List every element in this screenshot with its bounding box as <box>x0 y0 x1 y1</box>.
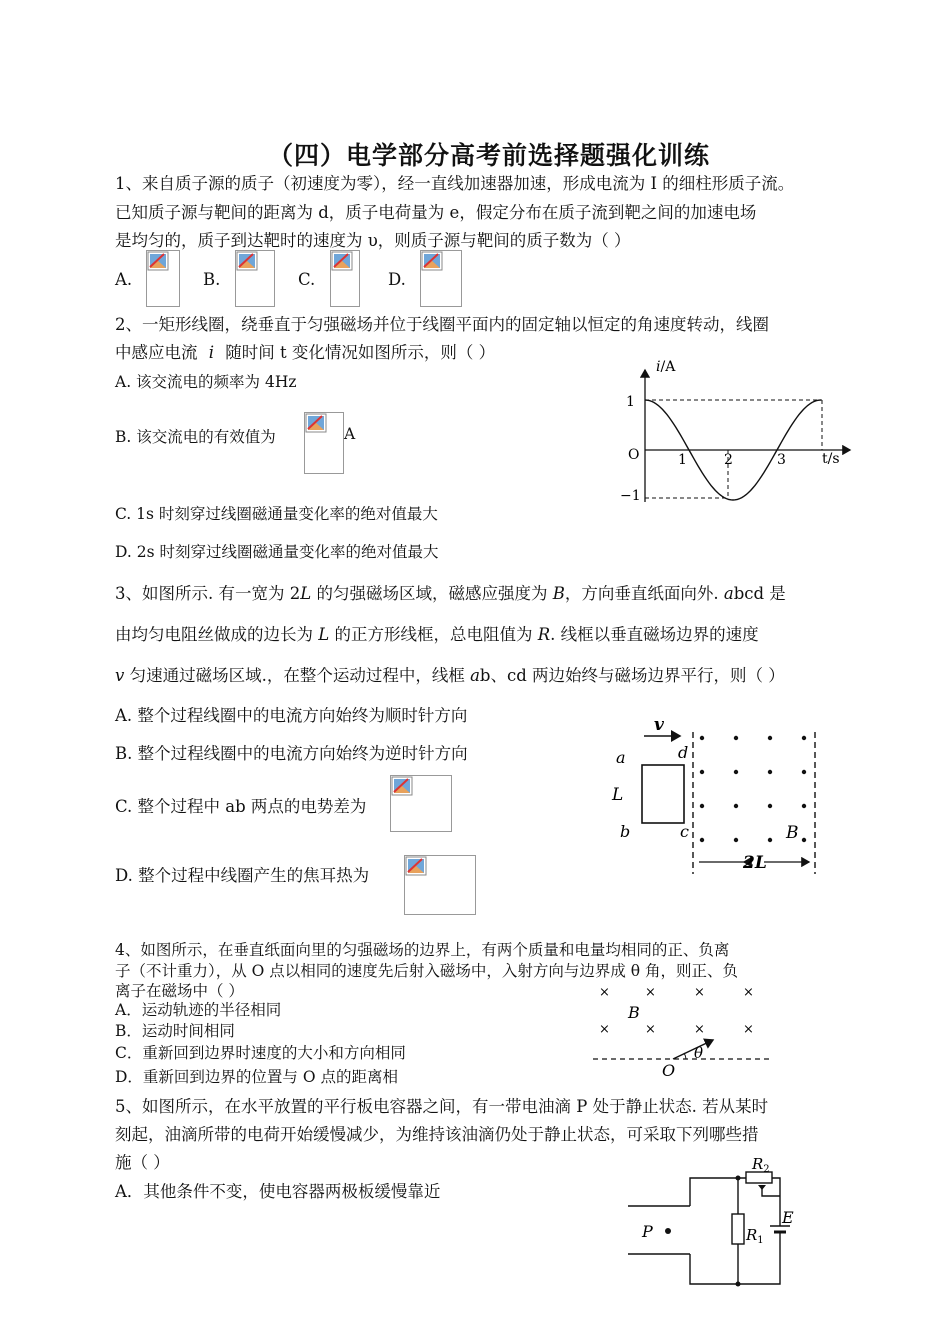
image-placeholder-icon <box>421 251 443 271</box>
resistor-R1 <box>732 1214 744 1244</box>
field-dot <box>802 770 806 774</box>
slider-arrow <box>758 1185 766 1190</box>
image-placeholder-icon <box>331 251 353 271</box>
field-dot <box>700 770 704 774</box>
q4-option-c: C．重新回到边界时速度的大小和方向相同 <box>115 1044 406 1062</box>
image-placeholder-icon <box>236 251 258 271</box>
q4-line-3: 离子在磁场中（ ） <box>115 982 244 1000</box>
q2-option-b-formula-image <box>304 412 344 474</box>
q1-option-d-label: D. <box>388 270 406 289</box>
angle-arc <box>684 1053 686 1059</box>
corner-d-label: d <box>678 743 689 762</box>
x-tick-3: 3 <box>777 452 786 468</box>
q1-option-b-label: B. <box>203 270 221 289</box>
x-tick-1: 1 <box>678 452 687 468</box>
corner-c-label: c <box>680 822 689 841</box>
loop-magnetic-field-figure <box>604 710 834 880</box>
field-dot <box>700 838 704 842</box>
capacitor-circuit-figure <box>628 1152 808 1292</box>
junction-top <box>736 1176 741 1181</box>
q3-line-2 <box>115 621 759 645</box>
velocity-arrow <box>673 1040 713 1059</box>
q3-l1-p2: 的匀强磁场区域，磁感应强度为 <box>311 584 553 603</box>
emf-label: E <box>782 1208 794 1227</box>
q3-l1-p5: a <box>723 584 734 603</box>
q3-line-1 <box>115 580 786 604</box>
q1-option-a-label: A. <box>115 270 133 289</box>
q5-line-3: 施（ ） <box>115 1153 170 1172</box>
q4-option-b: B．运动时间相同 <box>115 1022 235 1040</box>
q2-line-2-end: 随时间 t 变化情况如图所示，则（ ） <box>225 343 496 362</box>
field-dot <box>768 838 772 842</box>
q2-line-2 <box>115 339 495 363</box>
q3-option-c: C. 整个过程中 ab 两点的电势差为 <box>115 797 367 816</box>
q2-line-1: 2、一矩形线圈，绕垂直于匀强磁场并位于线圈平面内的固定轴以恒定的角速度转动，线圈 <box>115 315 769 334</box>
q3-l2-p3: R <box>537 625 551 644</box>
cross-mark: × <box>743 1022 754 1037</box>
current-symbol: i <box>208 343 215 362</box>
page-title: （四）电学部分高考前选择题强化训练 <box>268 141 711 170</box>
q1-option-c-label: C. <box>298 270 316 289</box>
theta-label: θ <box>694 1044 704 1062</box>
q2-option-a: A. 该交流电的频率为 4Hz <box>115 373 297 391</box>
q3-option-a: A. 整个过程线圈中的电流方向始终为顺时针方向 <box>115 706 468 725</box>
q1-line-2: 已知质子源与靶间的距离为 d，质子电荷量为 e，假定分布在质子流到靶之间的加速电场 <box>115 203 757 222</box>
q1-option-a-formula-image <box>146 250 180 307</box>
q3-l2-p0: 由均匀电阻丝做成的边长为 <box>115 625 319 644</box>
velocity-label: v <box>654 715 664 735</box>
image-placeholder-icon <box>305 413 327 433</box>
oil-drop-label: P <box>642 1222 653 1241</box>
q1-line-3: 是均匀的，质子到达靶时的速度为 υ，则质子源与靶间的质子数为（ ） <box>115 231 631 250</box>
cross-mark: × <box>645 1022 656 1037</box>
q3-option-d: D. 整个过程中线圈产生的焦耳热为 <box>115 866 370 885</box>
q3-l1-p1: L <box>300 584 312 603</box>
ion-magnetic-field-figure <box>588 980 778 1080</box>
q3-l1-p3: B <box>552 584 565 603</box>
q3-l1-p4: ，方向垂直纸面向外. <box>564 584 724 603</box>
square-loop <box>642 765 684 823</box>
point-O-label: O <box>662 1061 676 1080</box>
q3-l3-p2: a <box>470 666 480 685</box>
r2-label: $R_2$ <box>752 1155 770 1175</box>
field-dot <box>802 736 806 740</box>
y-tick-minus-1: −1 <box>620 488 641 504</box>
field-dot <box>802 838 806 842</box>
field-crosses <box>599 985 754 1037</box>
q3-option-c-formula-image <box>390 775 452 832</box>
field-dot <box>700 804 704 808</box>
q3-l2-p4: . 线框以垂直磁场边界的速度 <box>550 625 759 644</box>
q3-l3-p3: b、cd 两边始终与磁场边界平行，则（ ） <box>479 666 785 685</box>
y-axis-label: i/A <box>656 359 676 375</box>
junction-bottom <box>736 1282 741 1287</box>
q4-line-1: 4、如图所示，在垂直纸面向里的匀强磁场的边界上，有两个质量和电量均相同的正、负离 <box>115 941 730 959</box>
cross-mark: × <box>694 1022 705 1037</box>
field-dot <box>768 770 772 774</box>
side-length-label: L <box>612 785 624 805</box>
field-dot <box>734 804 738 808</box>
q3-l1-p0: 3、如图所示. 有一宽为 2 <box>115 584 301 603</box>
field-dot <box>734 736 738 740</box>
corner-a-label: a <box>616 748 626 767</box>
q2-option-b: B. 该交流电的有效值为 <box>115 428 276 446</box>
cross-mark: × <box>743 985 754 1000</box>
origin-label: O <box>628 447 640 463</box>
q2-line-2-start: 中感应电流 <box>115 343 198 362</box>
oil-drop-P <box>665 1228 671 1234</box>
q3-l2-p2: 的正方形线框，总电阻值为 <box>329 625 538 644</box>
field-width-label: 2L <box>743 853 767 873</box>
q4-option-a: A．运动轨迹的半径相同 <box>115 1001 282 1019</box>
q2-option-b-unit: A <box>344 425 356 443</box>
image-placeholder-icon <box>391 776 413 796</box>
q1-option-b-formula-image <box>235 250 275 307</box>
y-tick-1: 1 <box>626 394 635 410</box>
corner-b-label: b <box>620 822 631 841</box>
field-dot <box>768 804 772 808</box>
field-B-label: B <box>628 1003 640 1022</box>
x-axis-label: t/s <box>822 451 840 467</box>
field-B-label: B <box>786 823 799 843</box>
image-placeholder-icon <box>147 251 169 271</box>
cross-mark: × <box>599 1022 610 1037</box>
field-dot <box>734 770 738 774</box>
q3-l3-p1: 匀速通过磁场区域.，在整个运动过程中，线框 <box>124 666 471 685</box>
field-dot <box>734 838 738 842</box>
q1-option-c-formula-image <box>330 250 360 307</box>
q5-line-1: 5、如图所示，在水平放置的平行板电容器之间，有一带电油滴 P 处于静止状态. 若从某时 <box>115 1097 769 1116</box>
q1-option-d-formula-image <box>420 250 462 307</box>
q1-line-1: 1、来自质子源的质子（初速度为零），经一直线加速器加速，形成电流为 I 的细柱形质子流。 <box>115 174 795 193</box>
q2-option-c: C. 1s 时刻穿过线圈磁通量变化率的绝对值最大 <box>115 505 438 523</box>
cross-mark: × <box>694 985 705 1000</box>
q3-l1-p6: bcd 是 <box>733 584 786 603</box>
x-tick-2: 2 <box>724 452 733 468</box>
field-dot <box>768 736 772 740</box>
bottom-wire <box>690 1244 780 1284</box>
cross-mark: × <box>599 985 610 1000</box>
q3-option-b: B. 整个过程线圈中的电流方向始终为逆时针方向 <box>115 744 468 763</box>
q3-l2-p1: L <box>318 625 330 644</box>
current-time-graph <box>612 352 857 512</box>
field-dot <box>802 804 806 808</box>
image-placeholder-icon <box>405 856 427 876</box>
q5-line-2: 刻起，油滴所带的电荷开始缓慢减少，为维持该油滴仍处于静止状态，可采取下列哪些措 <box>115 1125 759 1144</box>
cross-mark: × <box>645 985 656 1000</box>
slider-wire <box>762 1186 780 1196</box>
q5-option-a: A．其他条件不变，使电容器两极板缓慢靠近 <box>115 1182 441 1201</box>
q3-option-d-formula-image <box>404 855 476 915</box>
q2-option-d: D. 2s 时刻穿过线圈磁通量变化率的绝对值最大 <box>115 543 439 561</box>
r1-label: $R_1$ <box>746 1226 764 1246</box>
field-dot <box>700 736 704 740</box>
q3-l3-p0: v <box>115 666 125 685</box>
q3-line-3 <box>115 662 785 686</box>
q4-line-2: 子（不计重力），从 O 点以相同的速度先后射入磁场中，入射方向与边界成 θ 角，则正、负 <box>115 962 738 980</box>
q4-option-d: D．重新回到边界的位置与 O 点的距离相 <box>115 1068 398 1086</box>
